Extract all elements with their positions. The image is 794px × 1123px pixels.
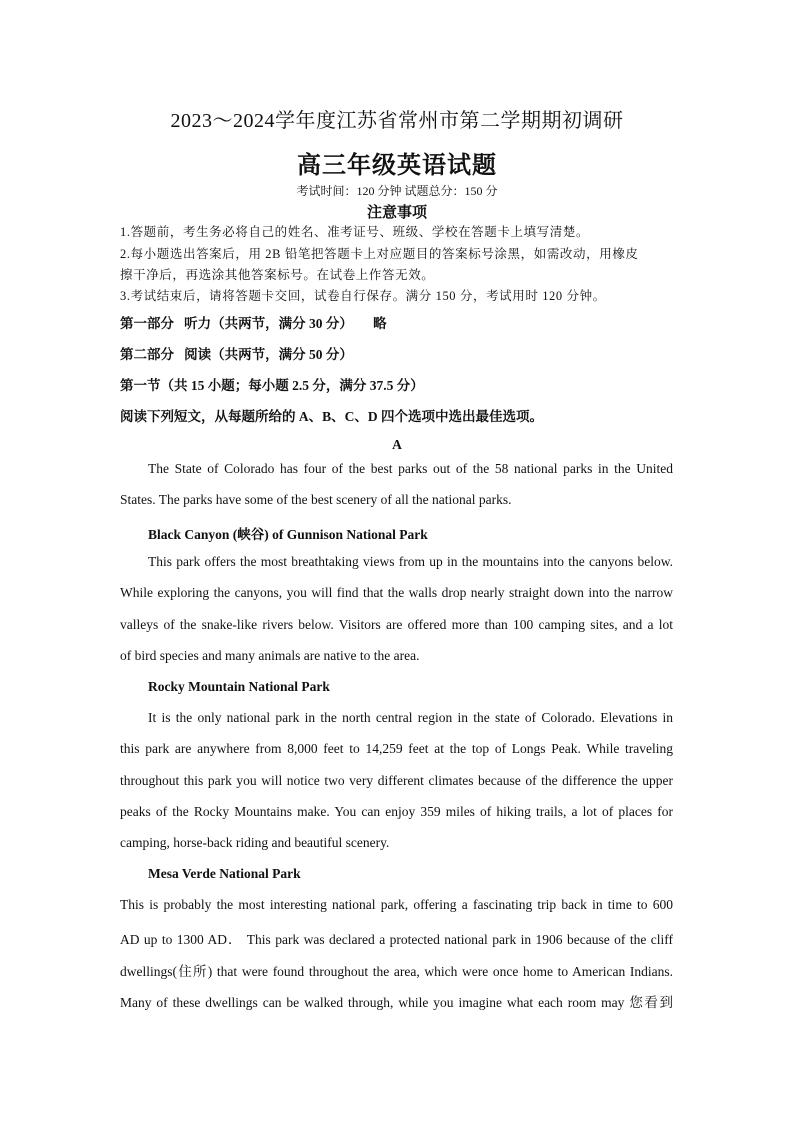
park-heading: Mesa Verde National Park — [148, 866, 301, 881]
passage-label: A — [392, 437, 402, 452]
notice-heading: 注意事项 — [366, 205, 427, 221]
passage-line: peaks of the Rocky Mountains make. You can enjoy 359 miles of hiking trails, a lot of places for — [120, 804, 673, 819]
reading-instruction: 阅读下列短文，从每题所给的 A、B、C、D 四个选项中选出最佳选项。 — [120, 409, 544, 424]
section-part2: 第二部分 阅读（共两节，满分 50 分） — [120, 347, 353, 362]
notice-line: 2.每小题选出答案后，用 2B 铅笔把答题卡上对应题目的答案标号涂黑，如需改动，用橡皮 — [120, 247, 639, 261]
exam-title: 2023～2024学年度江苏省常州市第二学期期初调研 — [170, 110, 624, 132]
passage-line: this park are anywhere from 8,000 feet to 14,259 feet at the top of Longs Peak. While traveling — [120, 741, 673, 756]
notice-line: 1.答题前，考生务必将自己的姓名、准考证号、班级、学校在答题卡上填写清楚。 — [120, 225, 590, 239]
passage-line: AD up to 1300 AD． This park was declared a protected national park in 1906 because of the cliff — [120, 932, 673, 947]
park-heading: Black Canyon (峡谷) of Gunnison National Park — [148, 527, 428, 542]
passage-line: valleys of the snake-like rivers below. Visitors are offered more than 100 camping sites, and a lot — [120, 617, 673, 632]
passage-line: throughout this park you will notice two very different climates because of the difference the upper — [120, 773, 673, 788]
passage-line: It is the only national park in the north central region in the state of Colorado. Elevations in — [148, 710, 673, 725]
passage-line: States. The parks have some of the best scenery of all the national parks. — [120, 492, 512, 507]
passage-line: of bird species and many animals are native to the area. — [120, 648, 420, 663]
passage-line: While exploring the canyons, you will find that the walls drop nearly straight down into the narrow — [120, 585, 673, 600]
passage-line: This park offers the most breathtaking views from up in the mountains into the canyons below. — [148, 554, 673, 569]
passage-line: Many of these dwellings can be walked through, while you imagine what each room may 您看到 — [120, 995, 673, 1010]
park-heading: Rocky Mountain National Park — [148, 679, 330, 694]
passage-line: The State of Colorado has four of the best parks out of the 58 national parks in the United — [148, 461, 673, 476]
notice-line: 擦干净后，再选涂其他答案标号。在试卷上作答无效。 — [120, 268, 435, 282]
passage-line: camping, horse-back riding and beautiful scenery. — [120, 835, 390, 850]
notice-line: 3.考试结束后，请将答题卡交回，试卷自行保存。满分 150 分，考试用时 120 分钟。 — [120, 289, 606, 303]
section-part1: 第一部分 听力（共两节，满分 30 分） 略 — [120, 316, 387, 331]
passage-line: This is probably the most interesting national park, offering a fascinating trip back in time to 600 — [120, 897, 673, 912]
exam-info: 考试时间：120 分钟 试题总分：150 分 — [296, 184, 498, 198]
section-1-heading: 第一节（共 15 小题；每小题 2.5 分，满分 37.5 分） — [120, 378, 424, 393]
exam-subject-title: 高三年级英语试题 — [297, 153, 497, 179]
passage-line: dwellings(住所) that were found throughout the area, which were once home to American Indians. — [120, 964, 673, 979]
